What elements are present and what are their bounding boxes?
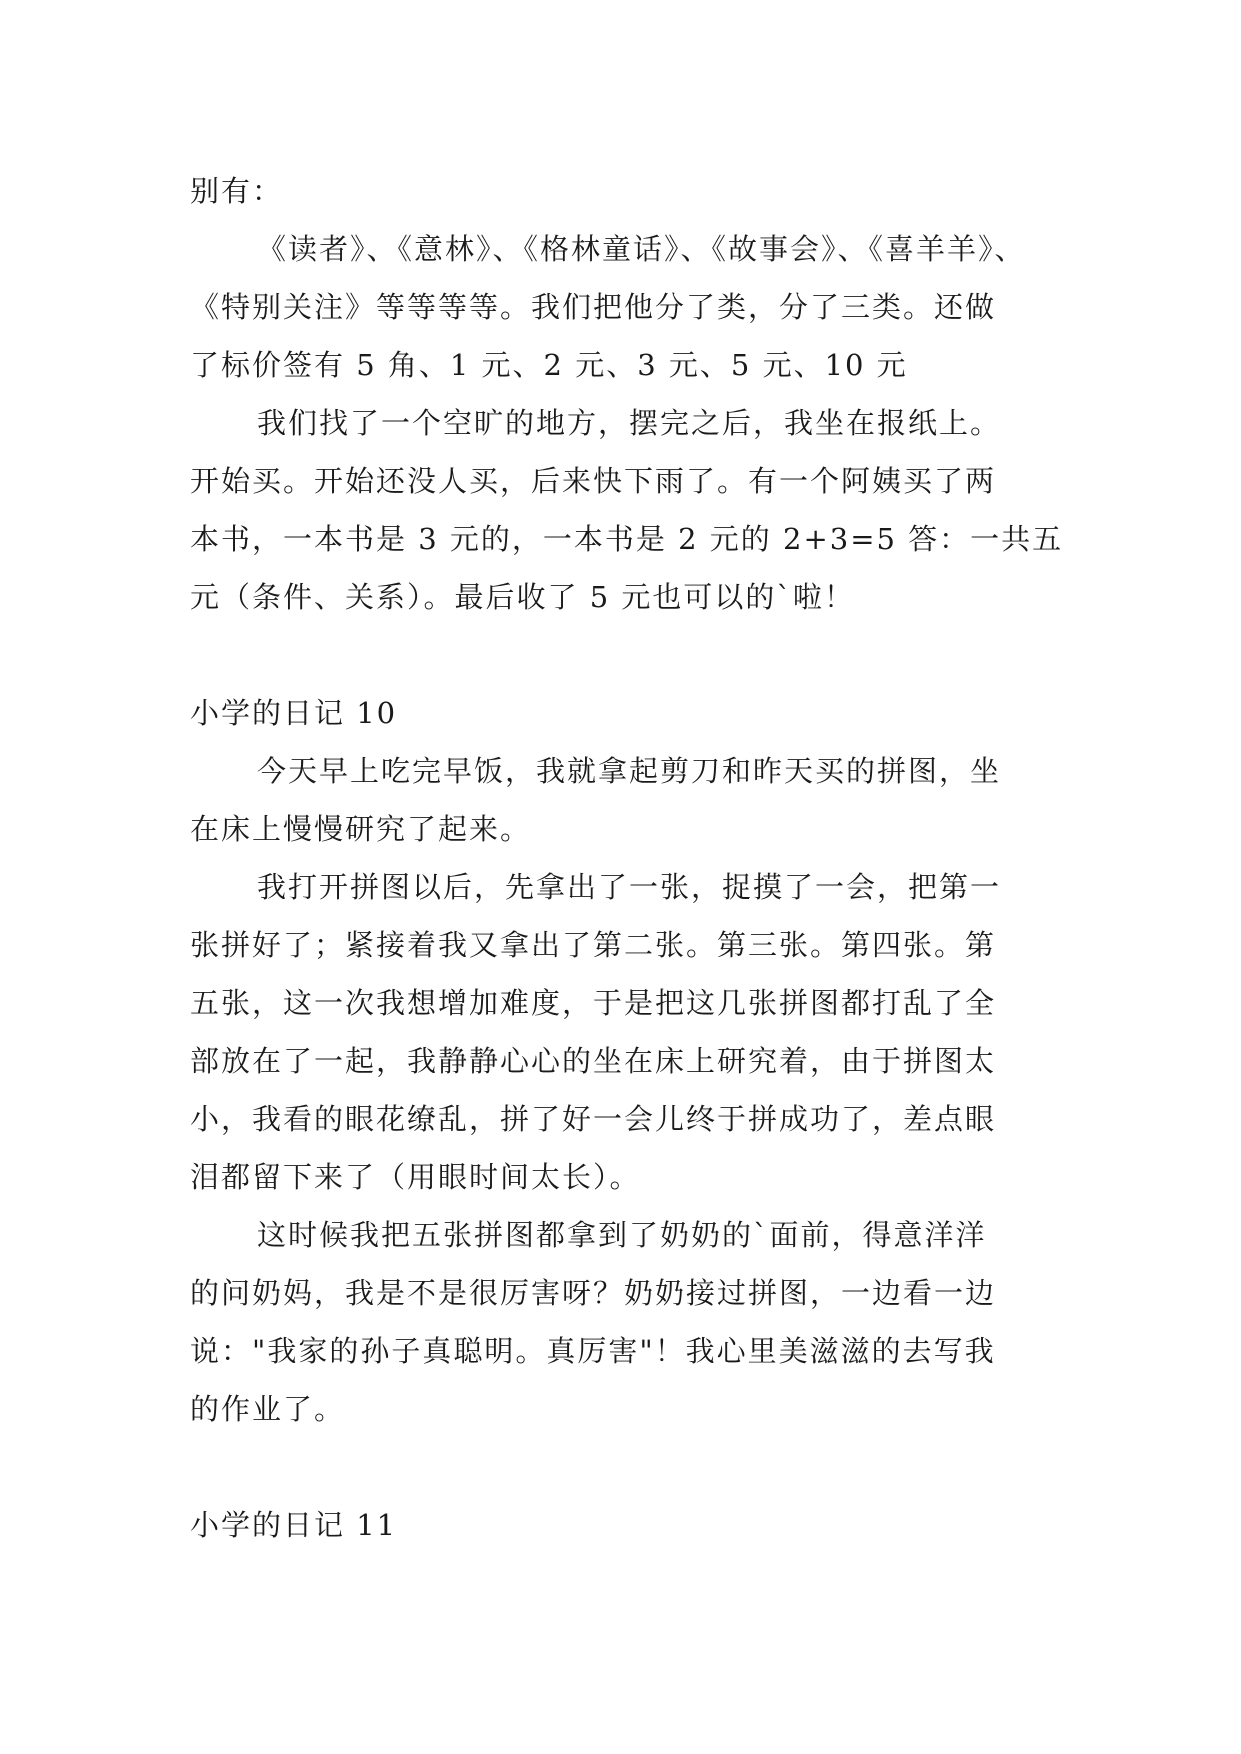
- text-line: 五张，这一次我想增加难度，于是把这几张拼图都打乱了全: [190, 986, 997, 1020]
- text-line: 在床上慢慢研究了起来。: [190, 812, 532, 846]
- text-line: 开始买。开始还没人买，后来快下雨了。有一个阿姨买了两: [190, 464, 997, 498]
- section-heading: 小学的日记 10: [190, 696, 398, 730]
- document-body: [190, 162, 1090, 1554]
- text-line: 了标价签有 5 角、1 元、2 元、3 元、5 元、10 元: [190, 348, 908, 382]
- paragraph-line: 今天早上吃完早饭，我就拿起剪刀和昨天买的拼图，坐: [257, 754, 1002, 788]
- section-heading: 小学的日记 11: [190, 1508, 398, 1542]
- text-line: 张拼好了；紧接着我又拿出了第二张。第三张。第四张。第: [190, 928, 997, 962]
- paragraph-line: 《读者》、《意林》、《格林童话》、《故事会》、《喜羊羊》、: [257, 232, 1026, 266]
- text-line: 《特别关注》等等等等。我们把他分了类，分了三类。还做: [190, 290, 997, 324]
- text-line: 部放在了一起，我静静心心的坐在床上研究着，由于拼图太: [190, 1044, 997, 1078]
- text-line: 说："我家的孙子真聪明。真厉害"！我心里美滋滋的去写我: [190, 1334, 996, 1368]
- text-line: 的作业了。: [190, 1392, 346, 1426]
- text-line: 泪都留下来了（用眼时间太长）。: [190, 1160, 641, 1194]
- text-line: 的问奶妈，我是不是很厉害呀？奶奶接过拼图，一边看一边: [190, 1276, 997, 1310]
- text-line: 元（条件、关系）。最后收了 5 元也可以的`啦！: [190, 580, 855, 614]
- text-line: 别有：: [190, 174, 284, 208]
- blank-line: [190, 1438, 1090, 1496]
- text-line: 小，我看的眼花缭乱，拼了好一会儿终于拼成功了，差点眼: [190, 1102, 997, 1136]
- paragraph-line: 我们找了一个空旷的地方，摆完之后，我坐在报纸上。: [257, 406, 1002, 440]
- text-line: 本书，一本书是 3 元的，一本书是 2 元的 2+3=5 答：一共五: [190, 522, 1064, 556]
- paragraph-line: 这时候我把五张拼图都拿到了奶奶的`面前，得意洋洋: [257, 1218, 987, 1252]
- blank-line: [190, 626, 1090, 684]
- paragraph-line: 我打开拼图以后，先拿出了一张，捉摸了一会，把第一: [257, 870, 1002, 904]
